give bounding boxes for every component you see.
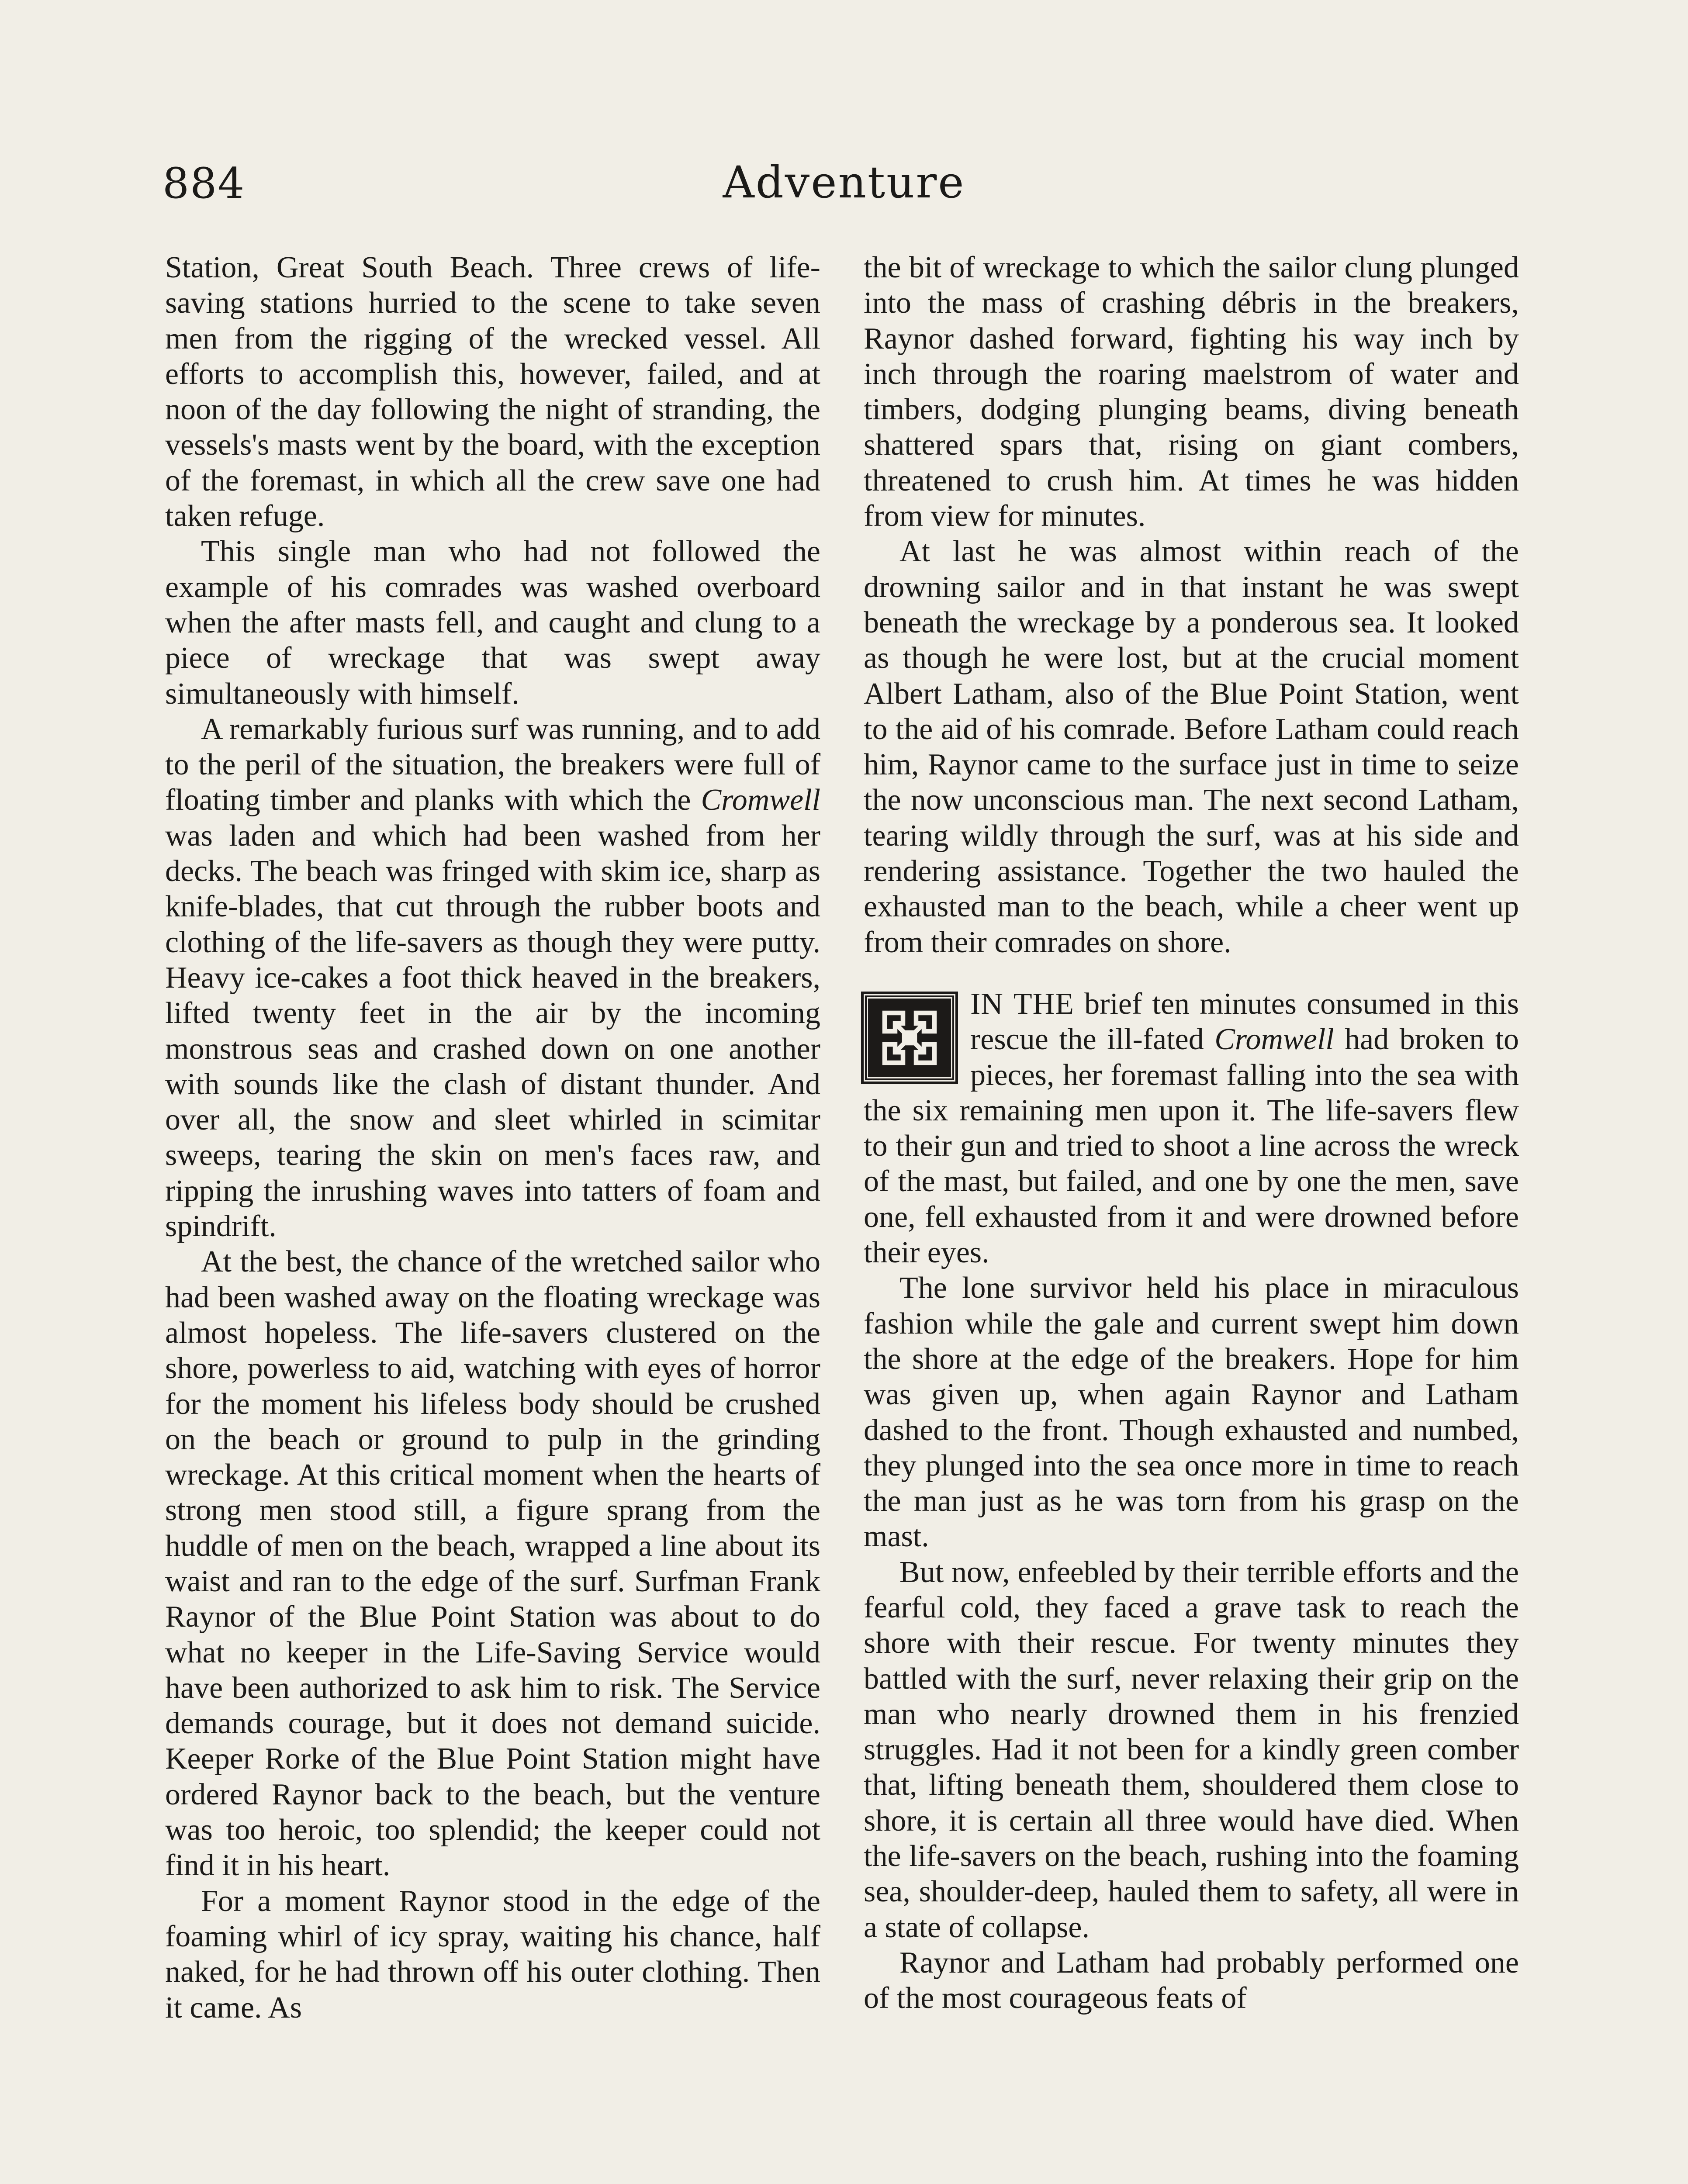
lead-in-caps: IN THE (970, 987, 1074, 1021)
paragraph: For a moment Raynor stood in the edge of the foaming whirl of icy spray, waiting his chance, half naked, for he had thrown off his outer clothing. Then it came. As (165, 1884, 820, 2025)
right-column (864, 250, 1519, 2016)
ship-name: Cromwell (701, 783, 820, 817)
section-break (864, 960, 1519, 986)
paragraph: Station, Great South Beach. Three crews of life-saving stations hurried to the scene to take seven men from the rigging of the wrecked vessel. All efforts to accomplish this, however, failed, and at noon of the day following the night of stranding, the vessels's masts went by the board, with the exception of the foremast, in which all the crew save one had taken refuge. (165, 251, 820, 533)
left-column (165, 250, 820, 2025)
ornamental-initial-icon (864, 994, 955, 1082)
paragraph (165, 712, 820, 1244)
paragraph-text: was laden and which had been washed from her decks. The beach was fringed with skim ice, sharp as knife-blades, that cut through the rubber boots and clothing of the life-savers as though they were putty. Heavy ice-cakes a foot thick heaved in the breakers, lifted twenty feet in the air by the incoming monstrous seas and crashed down on one another with sounds like the clash of distant thunder. And over all, the snow and sleet whirled in scimitar sweeps, tearing the skin on men's faces raw, and ripping the inrushing waves into tatters of foam and spindrift. (165, 819, 820, 1244)
paragraph: the bit of wreckage to which the sailor clung plunged into the mass of crashing débris in the breakers, Raynor dashed forward, fighting his way inch by inch through the roaring maelstrom of water and timbers, dodging plunging beams, diving beneath shattered spars that, rising on giant combers, threatened to crush him. At times he was hidden from view for minutes. (864, 251, 1519, 533)
paragraph: Raynor and Latham had probably performed one of the most courageous feats of (864, 1946, 1519, 2015)
knot-ornament-icon (877, 1005, 942, 1071)
paragraph-text: A remarkably furious surf was running, and to add to the peril of the situation, the breakers were full of floating timber and planks with which the (165, 712, 820, 817)
paragraph-text: brief ten minutes consumed in this rescue the ill-fated (970, 987, 1519, 1057)
paragraph: At the best, the chance of the wretched sailor who had been washed away on the floating wreckage was almost hopeless. The life-savers clustered on the shore, powerless to aid, watching with eyes of horror for the moment his lifeless body should be crushed on the beach or ground to pulp in the grinding wreckage. At this critical moment when the hearts of strong men stood still, a figure sprang from the huddle of men on the beach, wrapped a line about its waist and ran to the edge of the surf. Surfman Frank Raynor of the Blue Point Station was about to do what no keeper in the Life-Saving Service would have been authorized to ask him to risk. The Service demands courage, but it does not demand suicide. Keeper Rorke of the Blue Point Station might have ordered Raynor back to the beach, but the venture was too heroic, too splendid; the keeper could not find it in his heart. (165, 1245, 820, 1883)
paragraph-text: had broken to pieces, her foremast falling into the sea with the six remaining men upon it. The life-savers flew to their gun and tried to shoot a line across the wreck of the mast, but failed, and one by one the men, save one, fell exhausted from it and were drowned before their eyes. (864, 1023, 1519, 1270)
paragraph: But now, enfeebled by their terrible efforts and the fearful cold, they faced a grave task to reach the shore with their rescue. For twenty minutes they battled with the surf, never relaxing their grip on the man who nearly drowned them in his frenzied struggles. Had it not been for a kindly green comber that, lifting beneath them, shouldered them close to shore, it is certain all three would have died. When the life-savers on the beach, rushing into the foaming sea, shoulder-deep, hauled them to safety, all were in a state of collapse. (864, 1555, 1519, 1944)
paragraph: This single man who had not followed the example of his comrades was washed overboard when the after masts fell, and caught and clung to a piece of wreckage that was swept away simultaneously with himself. (165, 535, 820, 711)
ship-name: Cromwell (1214, 1023, 1334, 1057)
paragraph: The lone survivor held his place in miraculous fashion while the gale and current swept him down the shore at the edge of the breakers. Hope for him was given up, when again Raynor and Latham dashed to the front. Though exhausted and numbed, they plunged into the sea once more in time to reach the man just as he was torn from his grasp on the mast. (864, 1271, 1519, 1554)
paragraph (864, 986, 1519, 1270)
running-title: Adventure (723, 157, 965, 208)
paragraph: At last he was almost within reach of the drowning sailor and in that instant he was swept beneath the wreckage by a ponderous sea. It looked as though he were lost, but at the crucial moment Albert Latham, also of the Blue Point Station, went to the aid of his comrade. Before Latham could reach him, Raynor came to the surface just in time to seize the now unconscious man. The next second Latham, tearing wildly through the surf, was at his side and rendering assistance. Together the two hauled the exhausted man to the beach, while a cheer went up from their comrades on shore. (864, 535, 1519, 959)
page-number: 884 (163, 159, 246, 208)
